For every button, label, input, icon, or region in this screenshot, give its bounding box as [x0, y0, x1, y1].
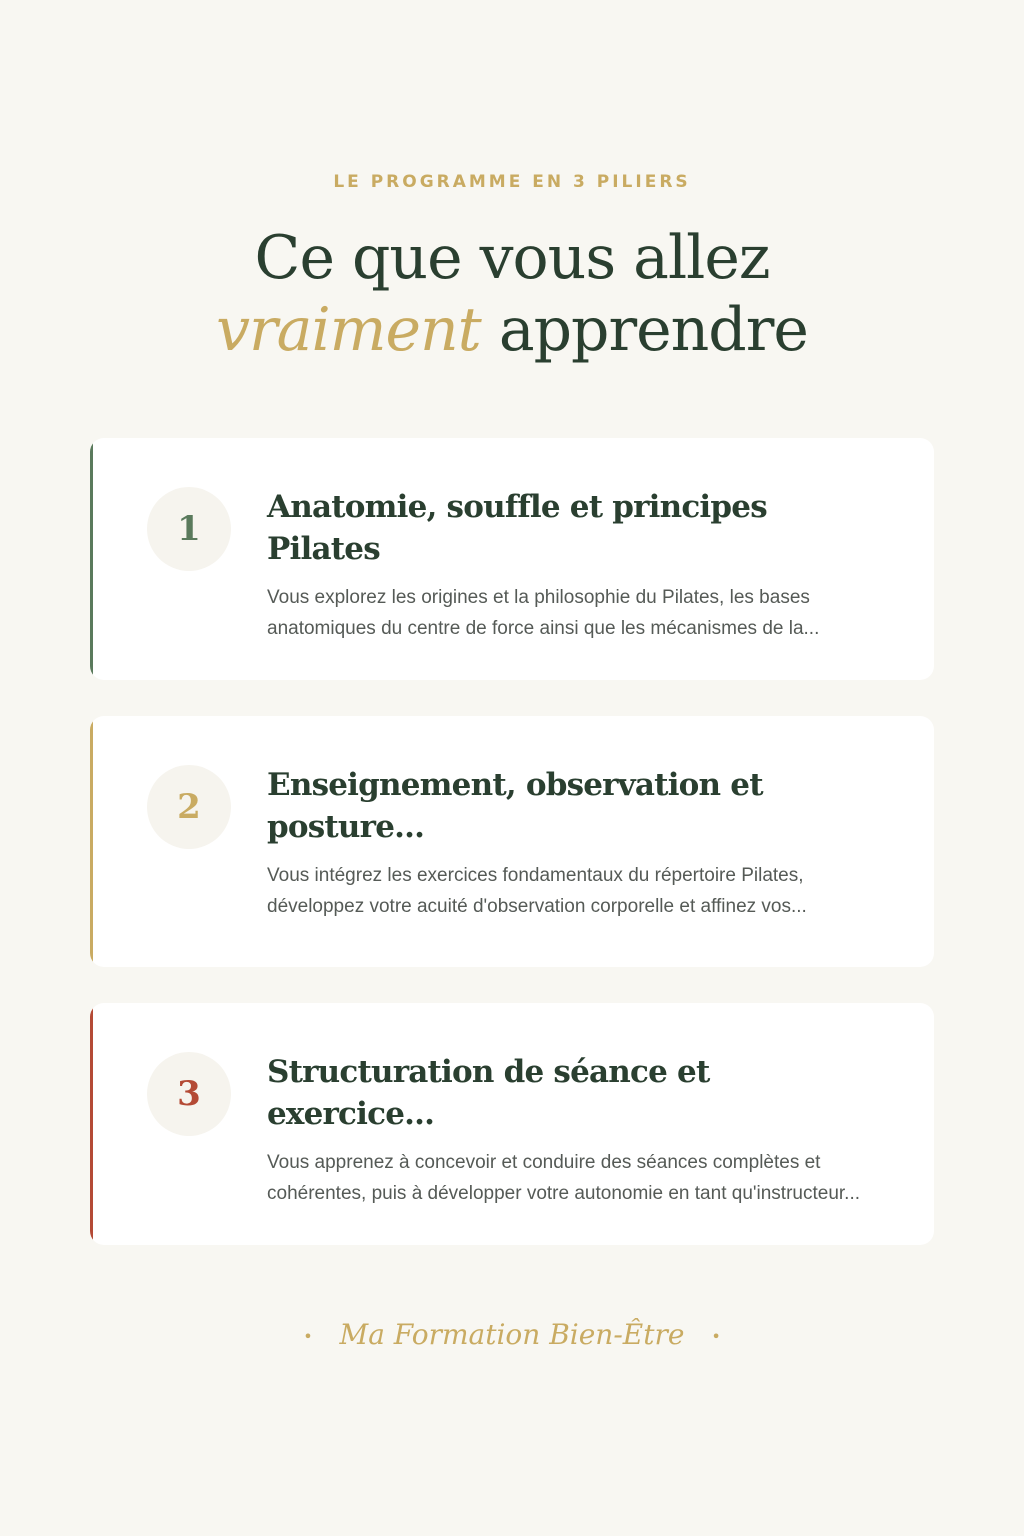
- brand-signature: Ma Formation Bien-Être: [339, 1318, 685, 1351]
- footer-dot-right: •: [711, 1327, 721, 1346]
- pillar-description: Vous intégrez les exercices fondamentaux du répertoire Pilates, développez votre acuité d'observation corporelle et affinez vos...: [267, 865, 807, 917]
- pillar-number-badge: 2: [147, 765, 231, 849]
- pillar-content: [267, 1051, 884, 1209]
- pillar-description: Vous explorez les origines et la philosophie du Pilates, les bases anatomiques du centre de force ainsi que les mécanismes de la...: [267, 587, 820, 639]
- brand-footer: [0, 1318, 1024, 1351]
- pillar-description: Vous apprenez à concevoir et conduire des séances complètes et cohérentes, puis à développer votre autonomie en tant qu'instructeur...: [267, 1152, 860, 1204]
- pillar-title: Enseignement, observation et posture...: [267, 767, 763, 845]
- title-line-1: Ce que vous allez: [254, 223, 770, 293]
- pillar-card-3[interactable]: [90, 1003, 934, 1245]
- pillar-content: [267, 486, 884, 644]
- pillar-card-2[interactable]: [90, 716, 934, 967]
- pillar-title: Anatomie, souffle et principes Pilates: [267, 489, 767, 567]
- pillar-content: [267, 764, 884, 922]
- pillar-number-badge: 3: [147, 1052, 231, 1136]
- section-eyebrow: LE PROGRAMME EN 3 PILIERS: [333, 172, 691, 192]
- section-title: [0, 222, 1024, 366]
- pillars-list: [90, 438, 934, 1281]
- title-accent-word: vraiment: [216, 295, 481, 365]
- pillar-card-1[interactable]: [90, 438, 934, 680]
- pillar-title: Structuration de séance et exercice...: [267, 1054, 710, 1132]
- title-line-2: apprendre: [498, 295, 808, 365]
- pillar-number-badge: 1: [147, 487, 231, 571]
- footer-dot-left: •: [303, 1327, 313, 1346]
